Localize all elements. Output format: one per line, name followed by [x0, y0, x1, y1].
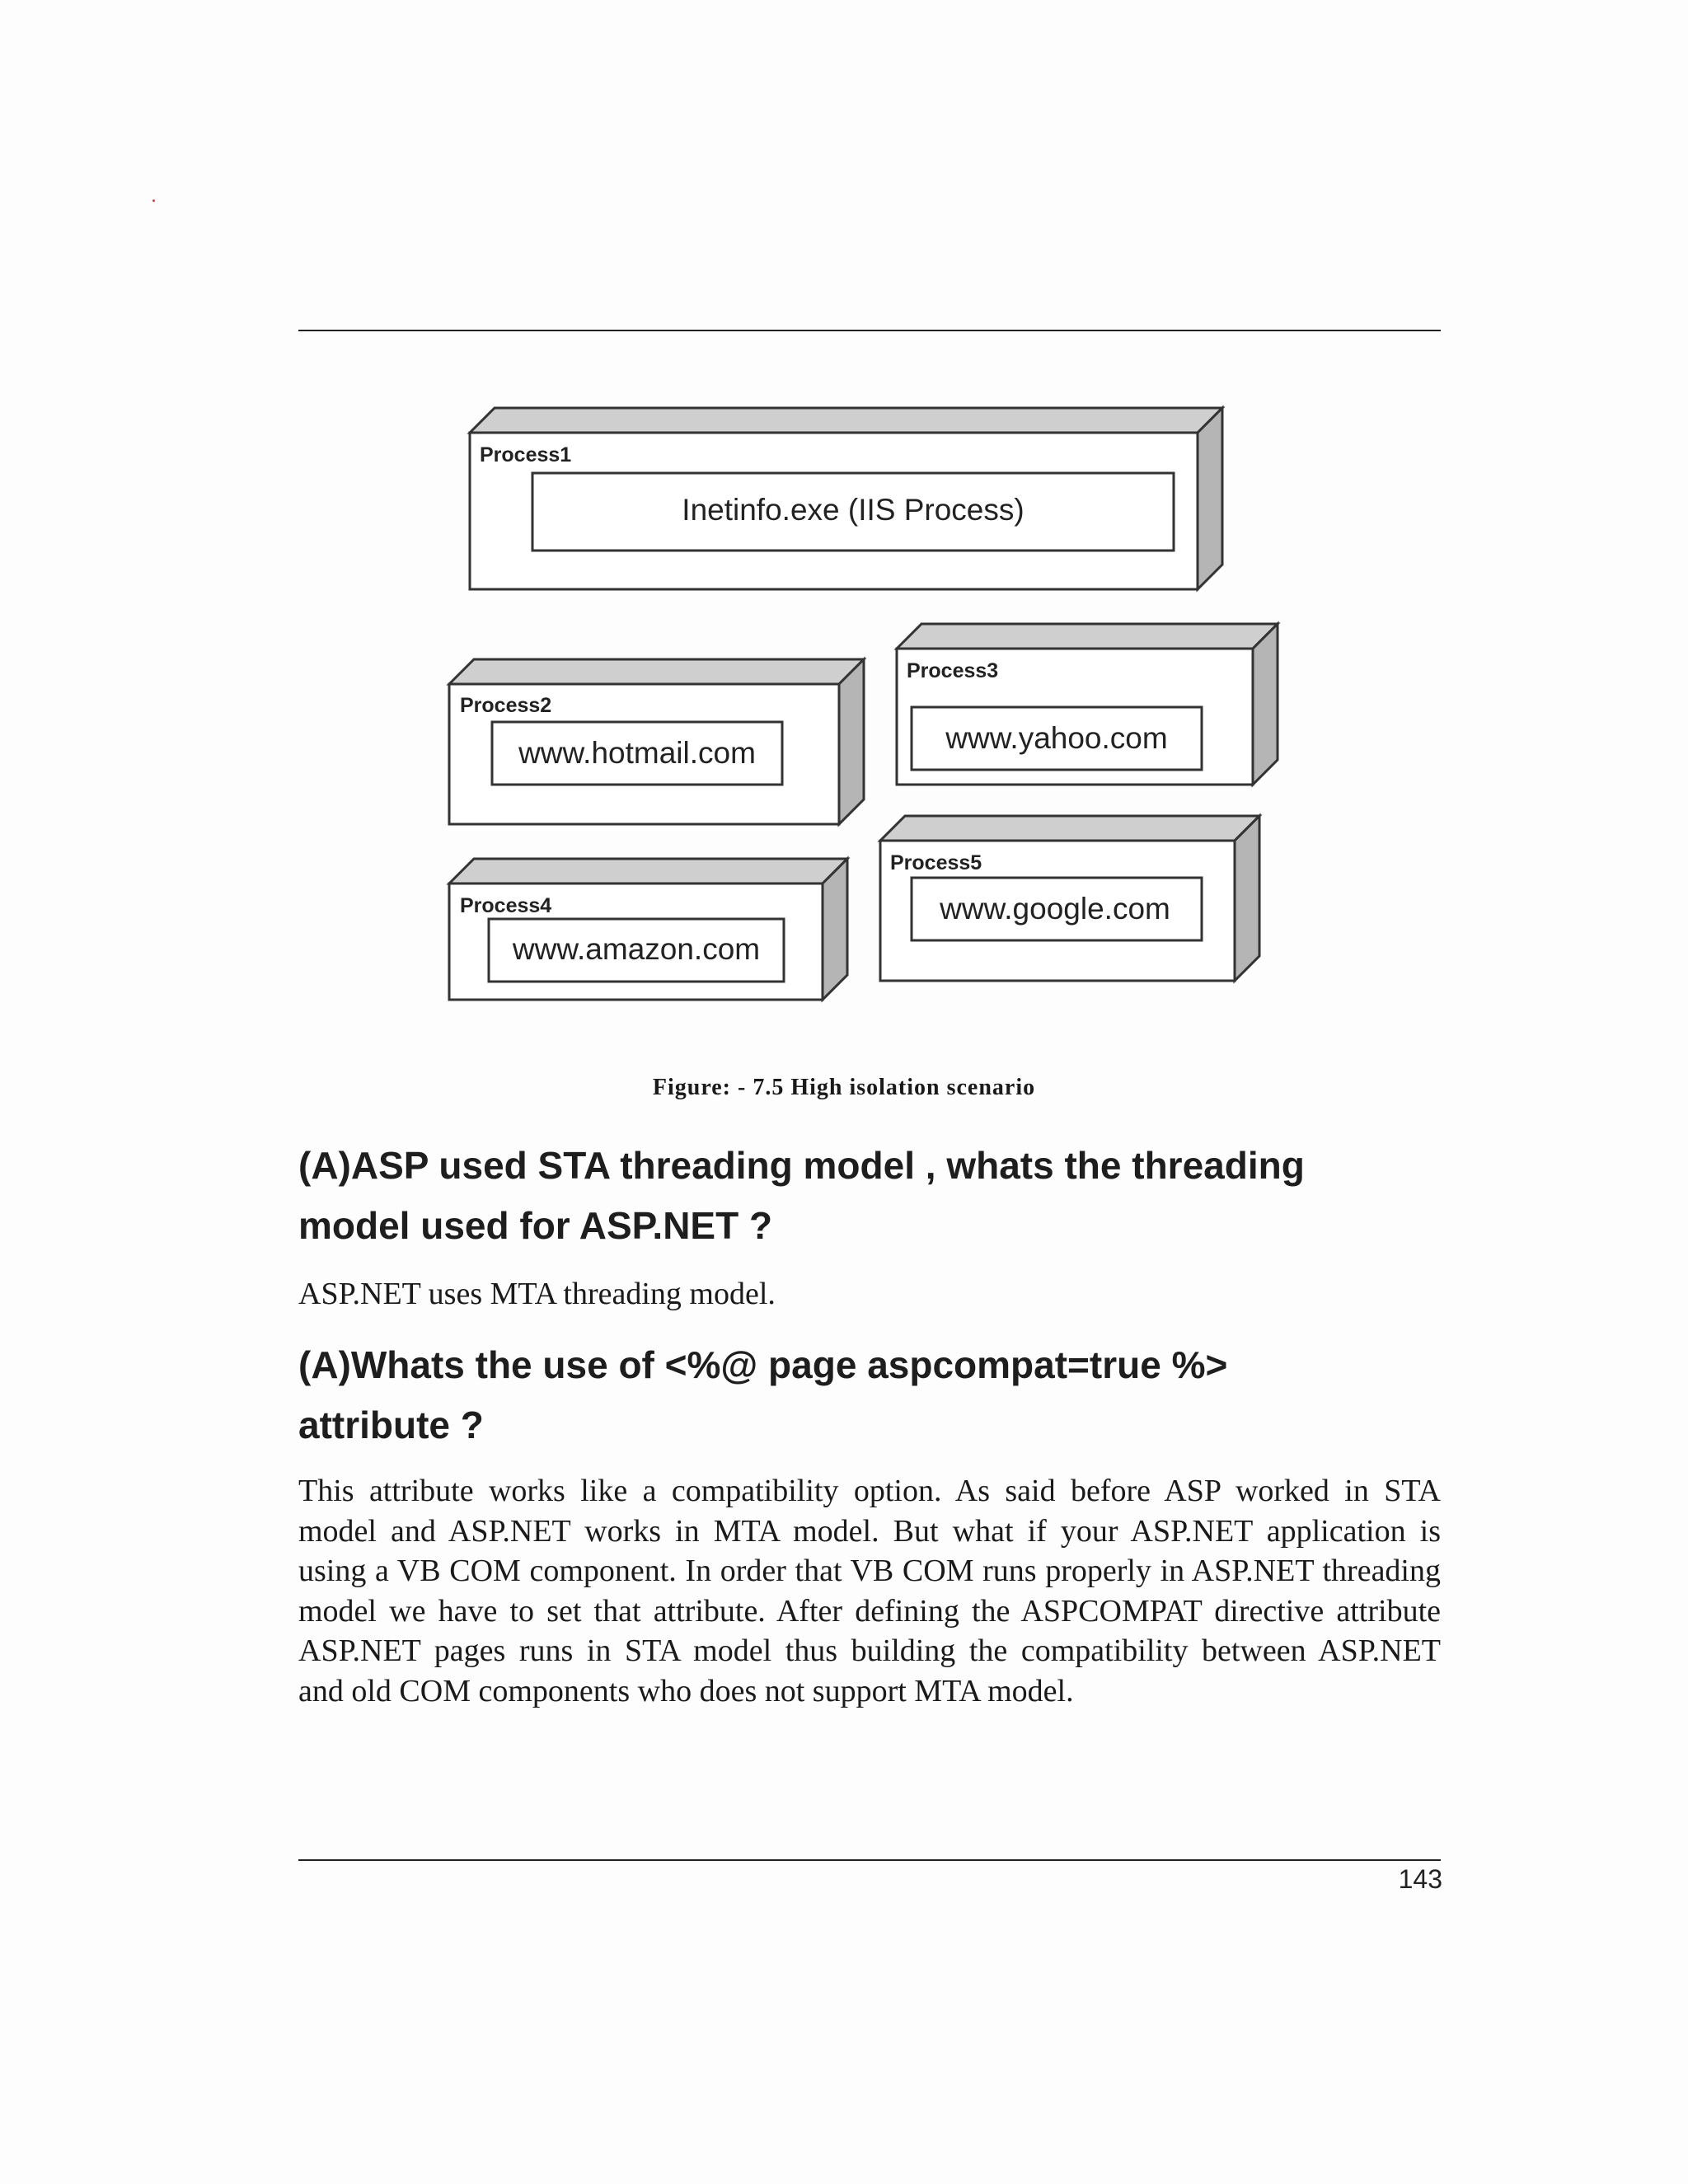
- process1-label: Process1: [480, 443, 572, 466]
- page-number: 143: [1398, 1864, 1442, 1894]
- heading-line: model used for ASP.NET ?: [298, 1204, 773, 1247]
- paragraph-line: ASP.NET uses MTA threading model.: [298, 1277, 776, 1311]
- paragraph-line: ASP.NET pages runs in STA model thus building the compatibility between ASP.NET: [298, 1633, 1441, 1668]
- process5-box: [880, 816, 1259, 981]
- process1-text: Inetinfo.exe (IIS Process): [682, 493, 1025, 527]
- footer-rule: [298, 1859, 1441, 1861]
- process3-text: www.yahoo.com: [945, 721, 1168, 755]
- process4-box: [449, 859, 847, 1000]
- answer-threading: [298, 1274, 1441, 1315]
- section-heading-threading: [298, 1136, 1444, 1256]
- process1-box: [470, 408, 1222, 589]
- section-heading-aspcompat: [298, 1335, 1444, 1455]
- high-isolation-diagram: [0, 0, 1688, 1038]
- heading-line: (A)Whats the use of <%@ page aspcompat=true %>: [298, 1343, 1228, 1386]
- paragraph-line: and old COM components who does not support MTA model.: [298, 1673, 1074, 1708]
- heading-line: attribute ?: [298, 1404, 484, 1446]
- heading-line: (A)ASP used STA threading model , whats the threading: [298, 1144, 1305, 1187]
- answer-aspcompat: [298, 1471, 1441, 1711]
- process5-text: www.google.com: [940, 892, 1170, 926]
- process2-label: Process2: [460, 694, 552, 717]
- paragraph-line: This attribute works like a compatibility option. As said before ASP worked in STA: [298, 1474, 1441, 1508]
- paragraph-line: model and ASP.NET works in MTA model. But what if your ASP.NET application is: [298, 1513, 1441, 1549]
- paragraph-line: using a VB COM component. In order that VB COM runs properly in ASP.NET threading: [298, 1554, 1441, 1588]
- paragraph-line: model we have to set that attribute. After defining the ASPCOMPAT directive attribute: [298, 1593, 1441, 1629]
- process3-label: Process3: [907, 659, 999, 682]
- process5-label: Process5: [890, 851, 982, 874]
- process2-text: www.hotmail.com: [518, 736, 756, 770]
- process4-text: www.amazon.com: [512, 932, 761, 966]
- process4-label: Process4: [460, 894, 552, 917]
- process2-box: [449, 659, 864, 824]
- figure-caption: Figure: - 7.5 High isolation scenario: [652, 1075, 1036, 1100]
- process3-box: [897, 624, 1278, 785]
